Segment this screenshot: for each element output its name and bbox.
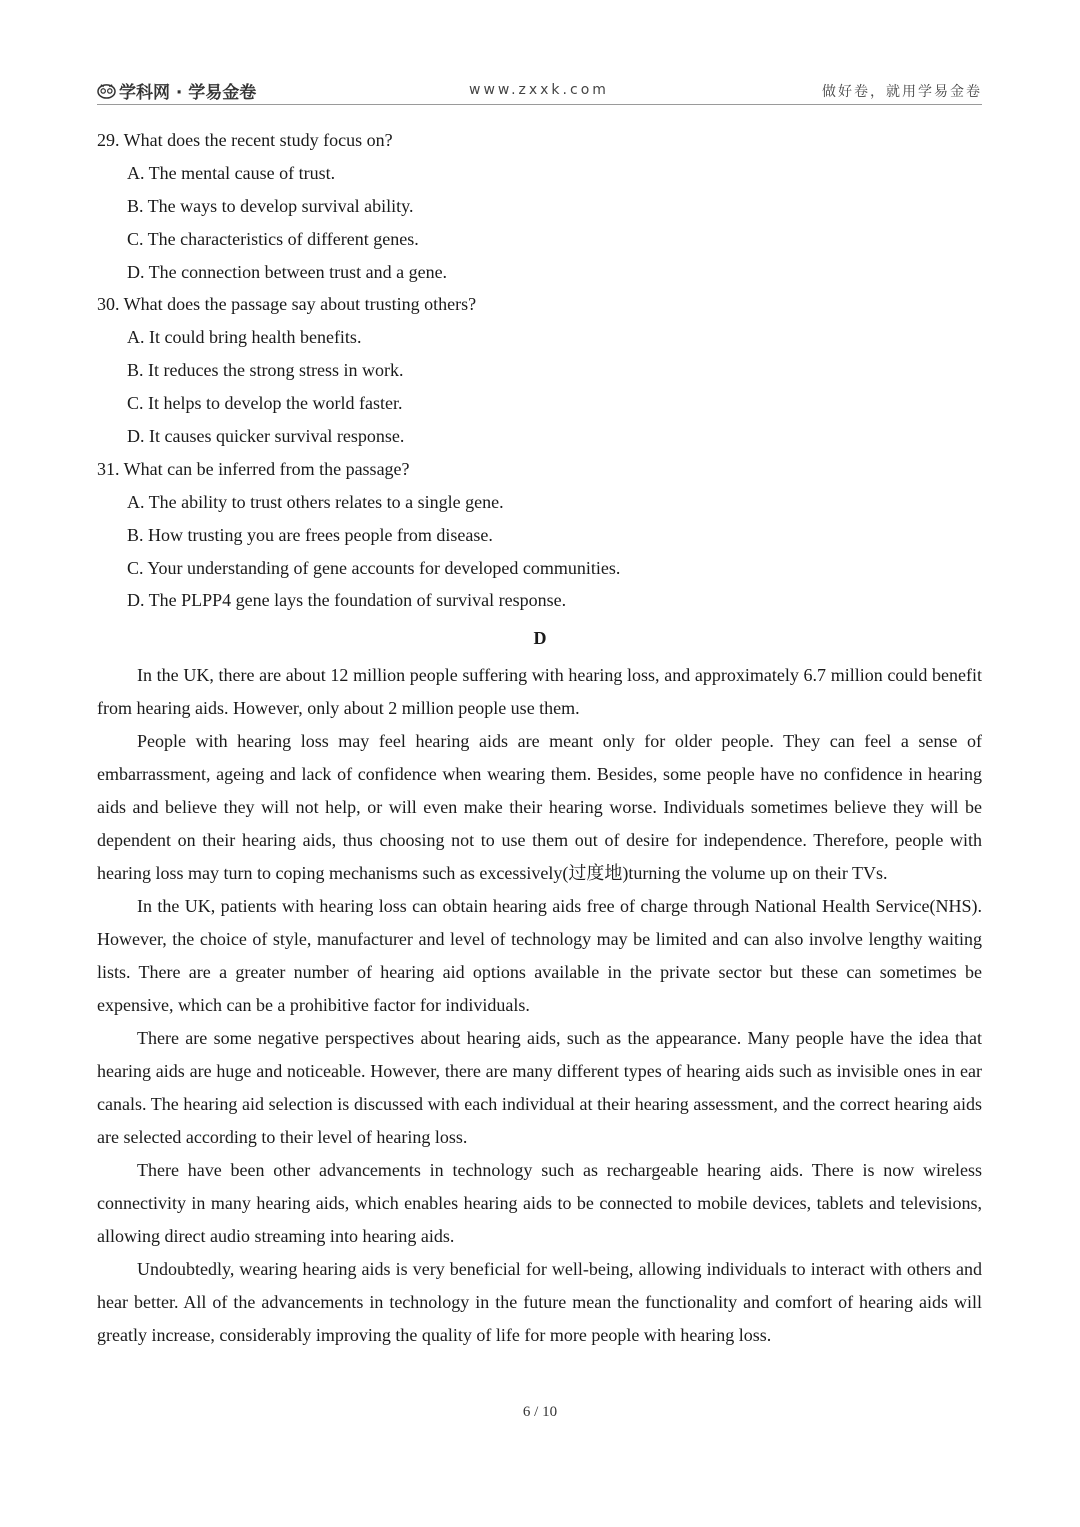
question-31	[97, 453, 982, 617]
passage-paragraph: People with hearing loss may feel hearing aids are meant only for older people. They can feel a sense of embarrassment, ageing and lack of confidence when wearing them. Besides, some people have no confidence in hearing aids and believe they will not help, or will even make their hearing worse. Individuals sometimes believe they will be dependent on their hearing aids, thus choosing not to use them out of desire for independence. Therefore, people with hearing loss may turn to coping mechanisms such as excessively(过度地)turning the volume up on their TVs.	[97, 731, 982, 883]
section-heading: D	[533, 628, 547, 648]
option-a: A. The mental cause of trust.	[127, 162, 336, 183]
passage-paragraph: In the UK, there are about 12 million people suffering with hearing loss, and approximately 6.7 million could benefit from hearing aids. However, only about 2 million people use them.	[97, 665, 982, 718]
header-slogan: 做好卷，就用学易金卷	[822, 84, 982, 100]
option-b: B. How trusting you are frees people from disease.	[127, 524, 493, 545]
passage-paragraph: There have been other advancements in technology such as rechargeable hearing aids. There is now wireless connectivity in many hearing aids, which enables hearing aids to be connected to mobile devices, tablets and televisions, allowing direct audio streaming into hearing aids.	[97, 1160, 982, 1246]
option-b: B. The ways to develop survival ability.	[127, 195, 414, 216]
option-a: A. The ability to trust others relates to a single gene.	[127, 491, 504, 512]
option-c: C. It helps to develop the world faster.	[127, 393, 403, 414]
option-b: B. It reduces the strong stress in work.	[127, 360, 404, 381]
site-url: www.zxxk.com	[469, 82, 609, 98]
page-header	[97, 76, 982, 105]
question-30	[97, 288, 982, 452]
question-stem: 29. What does the recent study focus on?	[97, 130, 393, 150]
logo-text: 学科网 · 学易金卷	[119, 83, 257, 103]
question-stem: 31. What can be inferred from the passage?	[97, 458, 410, 479]
logo	[97, 78, 256, 103]
option-a: A. It could bring health benefits.	[127, 327, 362, 348]
option-c: C. Your understanding of gene accounts for developed communities.	[127, 557, 621, 578]
passage	[97, 659, 982, 1352]
question-29	[97, 124, 982, 288]
option-d: D. The connection between trust and a gene.	[127, 261, 448, 282]
page-number: 6 / 10	[522, 1404, 558, 1420]
passage-paragraph: There are some negative perspectives about hearing aids, such as the appearance. Many people have the idea that hearing aids are huge and noticeable. However, there are many different types of hearing aids such as invisible ones in ear canals. The hearing aid selection is discussed with each individual at their hearing assessment, and the correct hearing aids are selected according to their level of hearing loss.	[97, 1028, 982, 1147]
passage-paragraph: Undoubtedly, wearing hearing aids is very beneficial for well-being, allowing individuals to interact with others and hear better. All of the advancements in technology in the future mean the functionality and comfort of hearing aids will greatly increase, considerably improving the quality of life for more people with hearing loss.	[97, 1259, 982, 1345]
passage-paragraph: In the UK, patients with hearing loss can obtain hearing aids free of charge through National Health Service(NHS). However, the choice of style, manufacturer and level of technology may be limited and can also involve lengthy waiting lists. There are a greater number of hearing aid options available in the private sector but these can sometimes be expensive, which can be a prohibitive factor for individuals.	[97, 896, 982, 1015]
option-d: D. It causes quicker survival response.	[127, 426, 405, 447]
question-stem: 30. What does the passage say about trusting others?	[97, 294, 477, 315]
option-c: C. The characteristics of different genes.	[127, 228, 419, 249]
option-d: D. The PLPP4 gene lays the foundation of survival response.	[127, 590, 567, 611]
owl-logo-icon	[97, 82, 116, 99]
question-list	[97, 124, 982, 617]
